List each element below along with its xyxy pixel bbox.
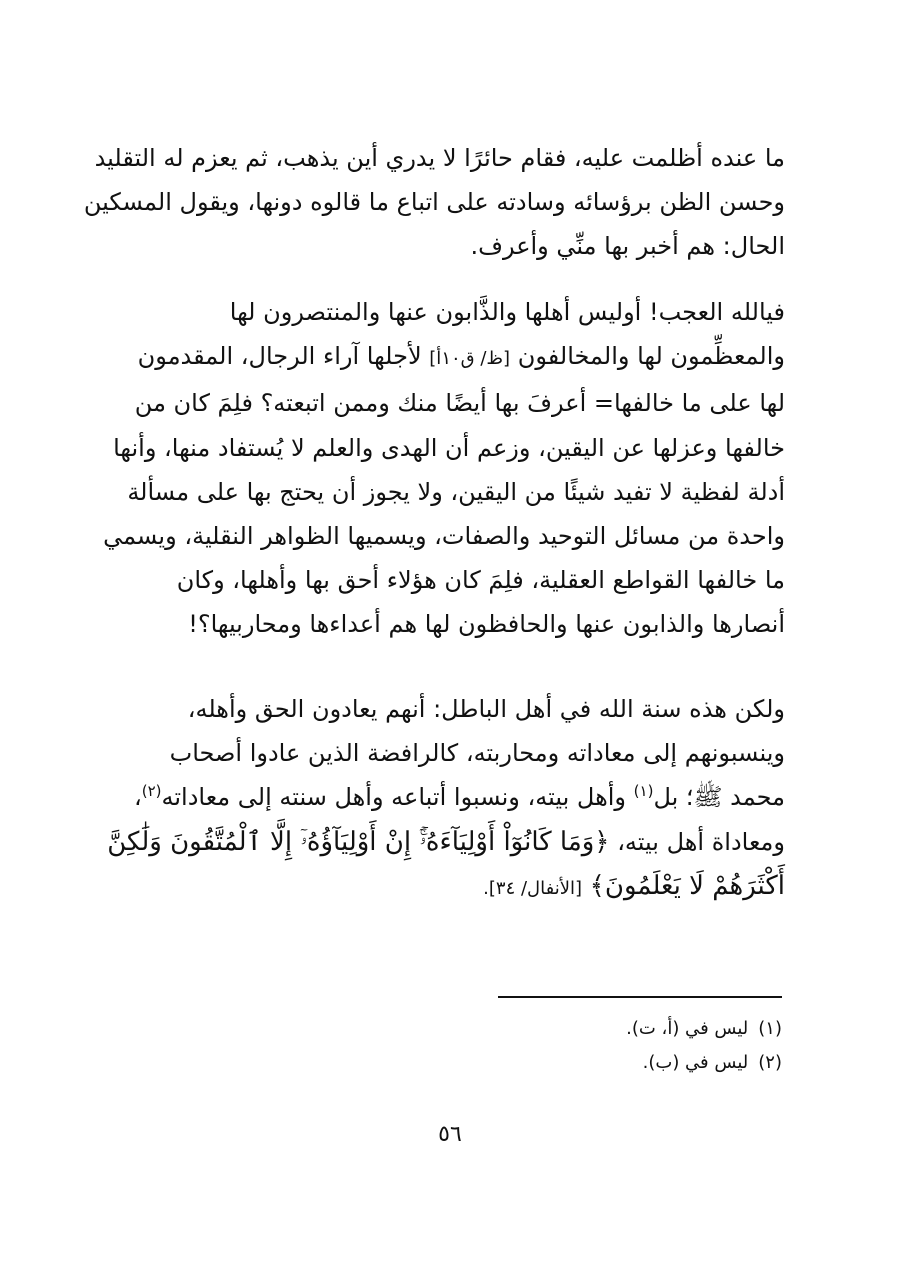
page-number: ٥٦ (438, 1122, 462, 1147)
text-line: فيالله العجب! أوليس أهلها والذَّابون عنها والمنتصرون لها (229, 298, 785, 326)
footnote-marker-1[interactable]: (١) (633, 782, 654, 801)
footnote-number: (١) (758, 1018, 782, 1039)
text-line: ما خالفها القواطع العقلية، فلِمَ كان هؤلاء أحق بها وأهلها، وكان (176, 566, 785, 595)
paragraph-2 (103, 290, 785, 647)
quran-verse: ﴿وَمَا كَانُوٓاْ أَوْلِيَآءَهُۥٓۚ إِنْ أَوْلِيَآؤُهُۥٓ إِلَّا ٱلْمُتَّقُونَ وَلَٰكِنَّ (107, 826, 610, 857)
text-line: ولكن هذه سنة الله في أهل الباطل: أنهم يعادون الحق وأهله، (187, 695, 785, 723)
quran-verse: أَكْثَرَهُمْ لَا يَعْلَمُونَ﴾ (589, 870, 785, 901)
footnote-number: (٢) (758, 1052, 782, 1073)
footnote-separator (498, 996, 782, 998)
text-line: وينسبونهم إلى معاداته ومحاربته، كالرافضة الذين عادوا أصحاب (169, 739, 785, 768)
text-line: وحسن الظن برؤسائه وسادته على اتباع ما قالوه دونها، ويقول المسكين (83, 188, 785, 217)
text-segment: ومعاداة أهل بيته، (617, 827, 785, 856)
text-line: واحدة من مسائل التوحيد والصفات، ويسميها الظواهر النقلية، ويسمي (103, 522, 785, 551)
paragraph-3 (107, 687, 785, 911)
manuscript-reference: [ظ/ ق١٠أ] (429, 348, 511, 370)
footnote-2 (460, 1046, 782, 1080)
footnote-marker-2[interactable]: (٢) (141, 782, 162, 801)
text-line: الحال: هم أخبر بها منِّي وأعرف. (470, 232, 785, 261)
text-line: أدلة لفظية لا تفيد شيئًا من اليقين، ولا يجوز أن يحتج بها على مسألة (127, 477, 785, 506)
footnote-text: ليس في (ب). (642, 1052, 749, 1073)
verse-reference: [الأنفال/ ٣٤]. (483, 877, 583, 899)
text-line (115, 864, 785, 911)
text-segment: ، (133, 783, 142, 812)
text-line (115, 775, 785, 819)
footnote-1 (460, 1012, 782, 1046)
text-line (115, 334, 785, 381)
paragraph-1 (83, 136, 785, 269)
footnote-text: ليس في (أ، ت). (626, 1018, 749, 1039)
text-line: لها على ما خالفها= أعرفَ بها أيضًا منك وممن اتبعته؟ فلِمَ كان من (134, 389, 785, 418)
text-line (107, 820, 785, 864)
text-segment: والمعظِّمون لها والمخالفون (517, 342, 785, 371)
text-segment: لأجلها آراء الرجال، المقدمون (137, 342, 422, 371)
text-line: أنصارها والذابون عنها والحافظون لها هم أعداءها ومحاربيها؟! (188, 610, 785, 639)
text-segment: محمد ﷺ؛ بل (653, 783, 785, 812)
text-line: ما عنده أظلمت عليه، فقام حائرًا لا يدري أين يذهب، ثم يعزم له التقليد (94, 144, 785, 172)
footnotes (460, 1012, 782, 1080)
text-line: خالفها وعزلها عن اليقين، وزعم أن الهدى والعلم لا يُستفاد منها، وأنها (113, 433, 785, 462)
text-segment: وأهل بيته، ونسبوا أتباعه وأهل سنته إلى معاداته (161, 783, 627, 812)
